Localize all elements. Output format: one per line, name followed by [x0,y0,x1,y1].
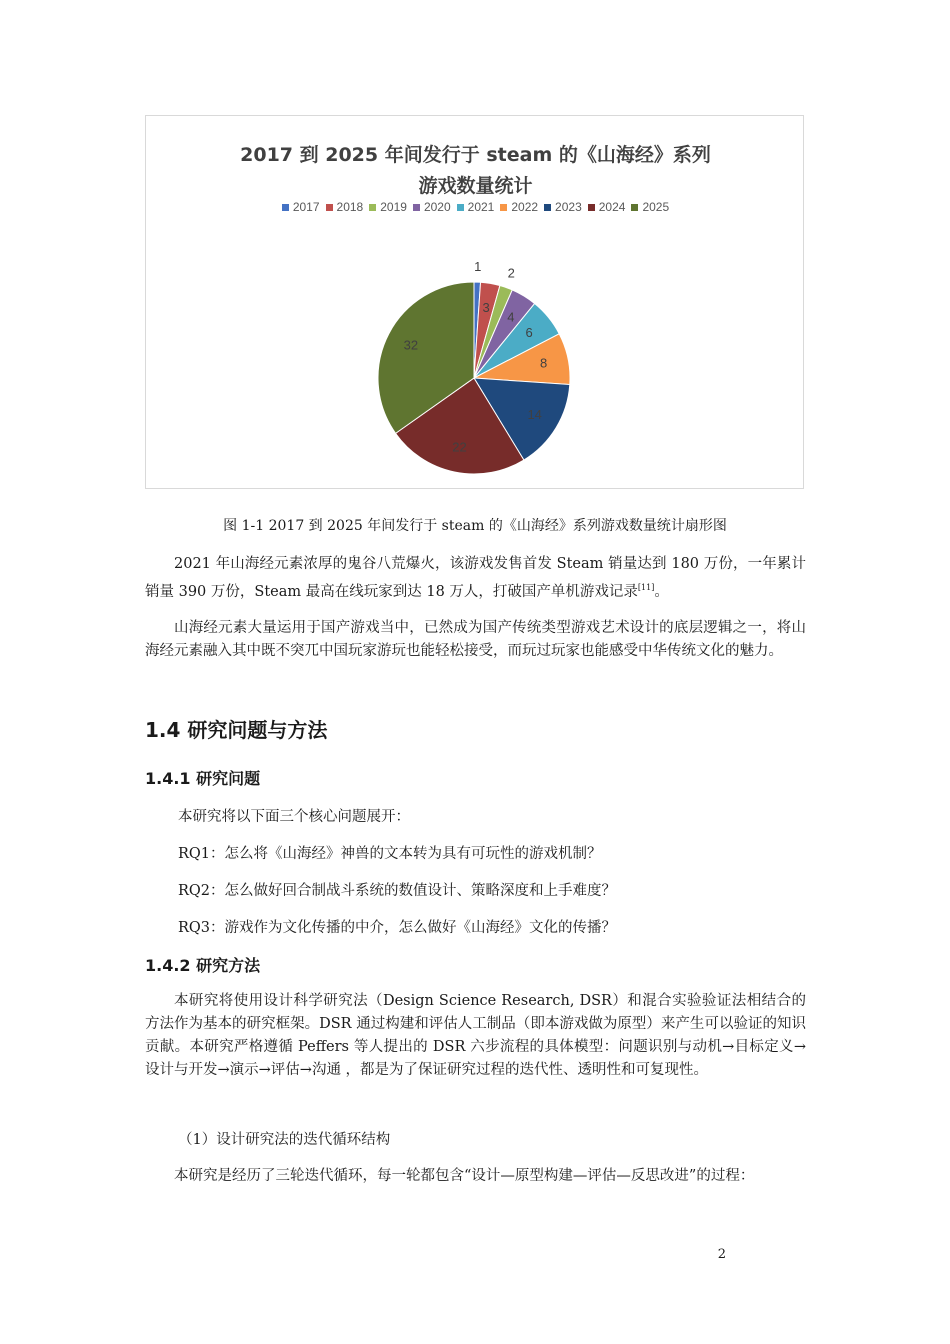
pie-data-label-2023: 14 [527,406,542,422]
legend-label-2017: 2017 [292,200,320,214]
legend-label-2018: 2018 [336,200,364,214]
pie-data-label-2020: 4 [507,309,515,325]
subsection-iterative-cycle: （1）设计研究法的迭代循环结构 [178,1132,391,1148]
citation-reference: [11] [637,583,655,592]
chart-title-line-2: 游戏数量统计 [418,175,533,197]
paragraph-methods: 本研究将使用设计科学研究法（Design Science Research, DSR）和混合实验验证法相结合的方法作为基本的研究框架。DSR 通过构建和评估人工制品（即本游戏做为原型）来产生可以验证的知识贡献。本研究严格遵循 Peffers 等人提出的 DSR 六步流程的具体模型：问题识别与动机→目标定义→设计与开发→演示→评估→沟通 ，都是为了保证研究过程的迭代性、透明性和可复现性。 [145,993,806,1078]
pie-data-label-2022: 8 [539,355,548,371]
chart-title-line-1: 2017 到 2025 年间发行于 steam 的《山海经》系列 [240,144,711,166]
section-heading-1-4: 1.4 研究问题与方法 [145,718,328,742]
pie-data-label-2021: 6 [525,325,533,341]
legend-label-2024: 2024 [598,200,626,214]
pie-chart [145,115,804,489]
legend-label-2022: 2022 [511,200,539,214]
pie-chart-svg [146,116,803,488]
legend-label-2021: 2021 [467,200,495,214]
paragraph-sales-text: 2021 年山海经元素浓厚的鬼谷八荒爆火，该游戏发售首发 Steam 销量达到 180 万份，一年累计销量 390 万份，Steam 最高在线玩家到达 18 万人，打破国产单机游戏记录 [145,556,806,600]
legend-label-2025: 2025 [642,200,670,214]
pie-data-label-2018: 3 [482,300,490,315]
page-number: 2 [717,1247,726,1262]
pie-data-label-2017: 1 [474,259,482,275]
pie-data-label-2025: 32 [403,337,419,353]
paragraph-culture: 山海经元素大量运用于国产游戏当中，已然成为国产传统类型游戏艺术设计的底层逻辑之一，将山海经元素融入其中既不突兀中国玩家游玩也能轻松接受，而玩过玩家也能感受中华传统文化的魅力。 [145,620,806,659]
research-question-2: RQ2：怎么做好回合制战斗系统的数值设计、策略深度和上手难度？ [178,883,617,899]
section-heading-1-4-2: 1.4.2 研究方法 [145,956,261,975]
section-heading-1-4-1: 1.4.1 研究问题 [145,769,261,788]
research-question-1: RQ1：怎么将《山海经》神兽的文本转为具有可玩性的游戏机制？ [178,846,602,862]
paragraph-cycle: 本研究是经历了三轮迭代循环，每一轮都包含“设计—原型构建—评估—反思改进”的过程： [174,1168,755,1184]
paragraph-sales-end: 。 [654,584,669,600]
questions-intro: 本研究将以下面三个核心问题展开： [178,809,410,825]
pie-data-label-2019: 2 [507,265,515,281]
legend-label-2020: 2020 [423,200,451,214]
pie-data-label-2024: 22 [452,439,467,455]
figure-caption: 图 1-1 2017 到 2025 年间发行于 steam 的《山海经》系列游戏数量统计扇形图 [223,518,727,534]
legend-label-2023: 2023 [555,200,582,214]
research-question-3: RQ3：游戏作为文化传播的中介，怎么做好《山海经》文化的传播？ [178,920,617,936]
paragraph-sales [145,553,806,604]
legend-label-2019: 2019 [380,200,407,214]
